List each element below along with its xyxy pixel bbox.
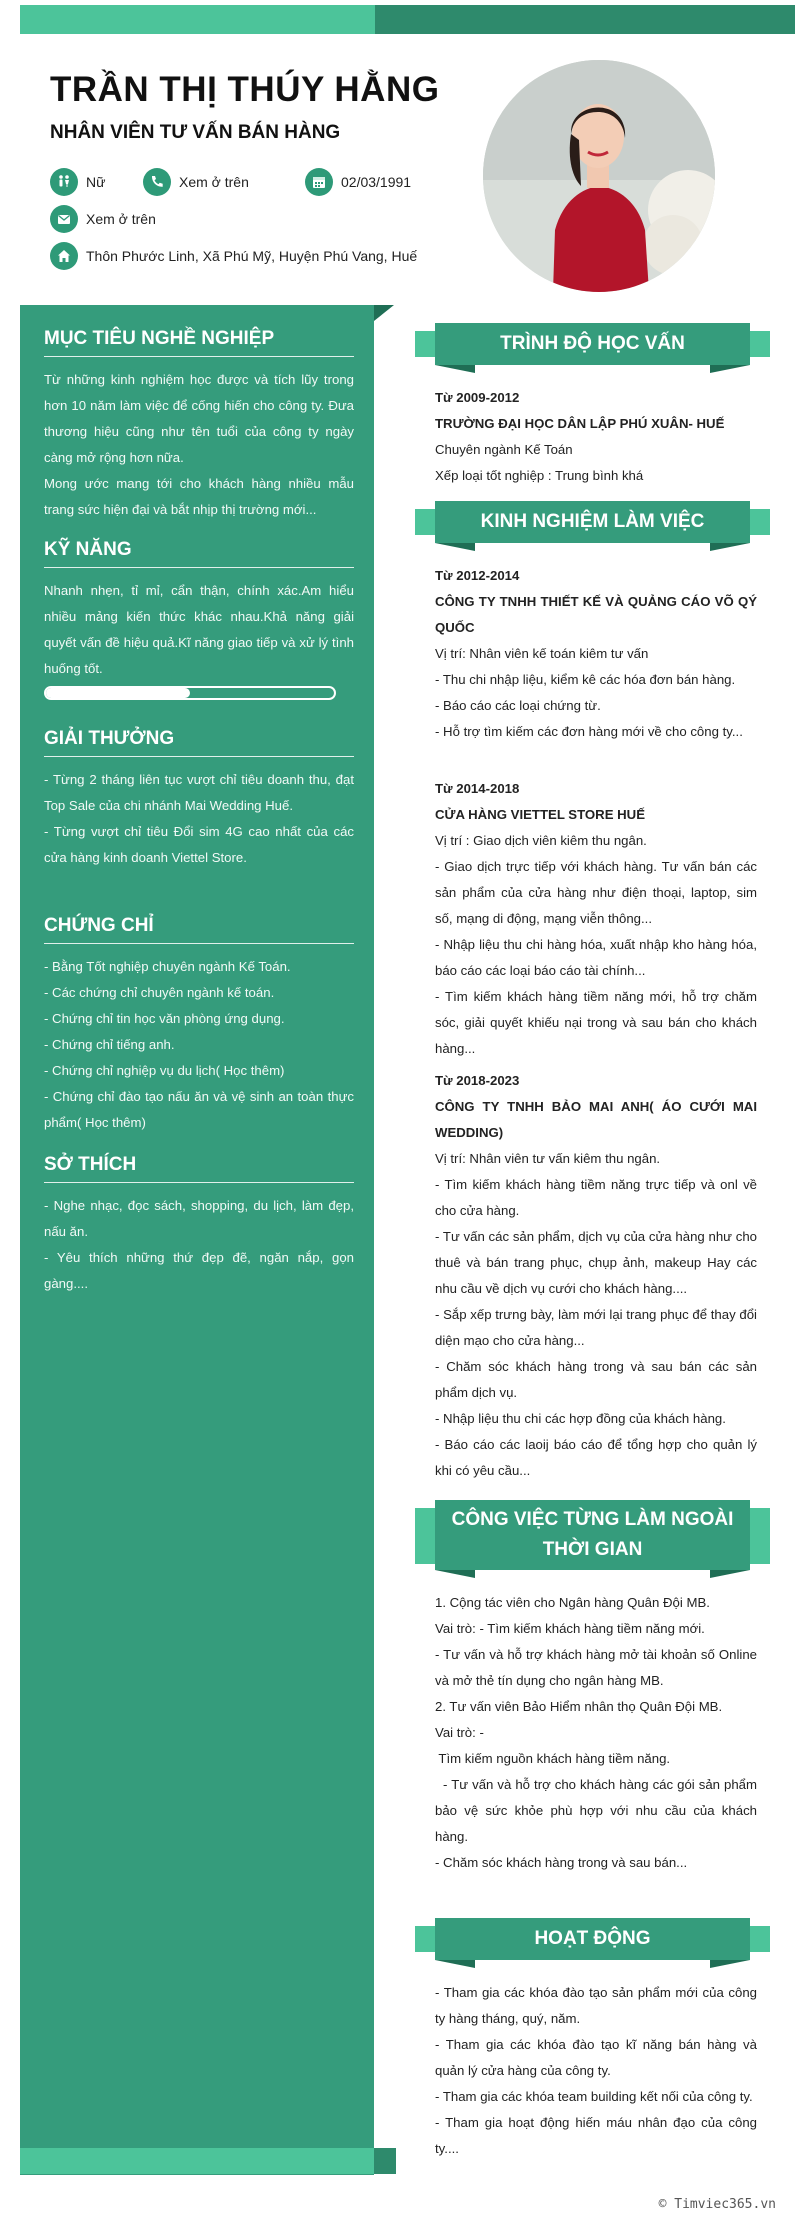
skill-level-fill [46,688,190,698]
banner-fold-left [435,365,475,373]
calendar-icon [305,168,333,196]
parttime-line: Tìm kiếm nguồn khách hàng tiềm năng. [435,1751,671,1766]
job-company: CÔNG TY TNHH BẢO MAI ANH( ÁO CƯỚI MAI WEDDING) [435,1099,757,1140]
job-line: - Tìm kiếm khách hàng tiềm năng mới, hỗ trợ chăm sóc, giải quyết khiếu nại trong và sau bán cho khách hàng... [435,989,757,1056]
activity-line: - Tham gia các khóa đào tạo kĩ năng bán hàng và quản lý cửa hàng của công ty. [435,2037,757,2078]
parttime-line: - Chăm sóc khách hàng trong và sau bán... [435,1855,688,1870]
parttime-entry [435,1590,761,1876]
hobby-line: - Yêu thích những thứ đẹp đẽ, ngăn nắp, gọn gàng.... [44,1250,354,1291]
parttime-heading-line1: CÔNG VIỆC TỪNG LÀM NGOÀI [451,1509,734,1530]
certificate-line: - Bằng Tốt nghiệp chuyên ngành Kế Toán. [44,959,291,974]
section-objective [44,328,354,523]
education-entry [435,385,757,489]
job-line: - Hỗ trợ tìm kiếm các đơn hàng mới về cho công ty... [435,724,743,739]
education-major: Chuyên ngành Kế Toán [435,442,573,457]
banner-fold-left [435,1960,475,1968]
banner-ribbon-right [750,1926,770,1952]
awards-text [44,767,354,871]
top-decor-light [20,5,375,34]
skills-line: Nhanh nhẹn, tỉ mỉ, cẩn thận, chính xác.Am hiểu nhiều mảng kiến thức khác nhau.Khả năng giải quyết vấn đề hiệu quả.Kĩ năng giao tiếp và xử lý tình huống tốt. [44,583,354,676]
sidebar-fold-decor [374,305,394,321]
job-line: - Sắp xếp trưng bày, làm mới lại trang phục để thay đổi diện mạo cho cửa hàng... [435,1307,757,1348]
info-email [50,205,156,233]
profile-photo-illustration [483,60,715,292]
job-line: - Nhập liệu thu chi các hợp đồng của khách hàng. [435,1411,726,1426]
job-line: - Báo cáo các laoij báo cáo để tổng hợp cho quản lý khi có yêu cầu... [435,1437,757,1478]
experience-banner [415,501,770,551]
info-gender [50,168,105,196]
activity-line: - Tham gia các khóa team building kết nối của công ty. [435,2089,753,2104]
awards-line: - Từng vượt chỉ tiêu Đổi sim 4G cao nhất của các cửa hàng kinh doanh Viettel Store. [44,824,354,865]
hobbies-heading: SỞ THÍCH [44,1154,354,1183]
certificate-line: - Chứng chỉ tiếng anh. [44,1037,175,1052]
job-line: - Nhập liệu thu chi hàng hóa, xuất nhập kho hàng hóa, báo cáo các loại báo cáo tài chính... [435,937,757,978]
section-awards [44,728,354,871]
job-line: - Tư vấn các sản phẩm, dịch vụ của cửa hàng như cho thuê và bán trang phục, chụp ảnh, makeup Hay các nhu cầu về dịch vụ cưới cho khách hàng.... [435,1229,757,1296]
education-period: Từ 2009-2012 [435,390,520,405]
candidate-name: TRẦN THỊ THÚY HẰNG [50,70,440,109]
email-icon [50,205,78,233]
banner-ribbon-right [750,331,770,357]
education-heading: TRÌNH ĐỘ HỌC VẤN [500,333,685,354]
banner-main [435,323,750,365]
profile-photo [483,60,715,292]
phone-value: Xem ở trên [179,174,249,190]
awards-line: - Từng 2 tháng liên tục vượt chỉ tiêu doanh thu, đạt Top Sale của chi nhánh Mai Wedding Huế. [44,772,354,813]
job-period: Từ 2018-2023 [435,1073,520,1088]
section-skills [44,539,354,682]
experience-heading: KINH NGHIỆM LÀM VIỆC [480,511,705,532]
job-period: Từ 2012-2014 [435,568,520,583]
banner-ribbon-left [415,509,435,535]
banner-main [435,1918,750,1960]
parttime-banner [415,1500,770,1578]
parttime-line: 1. Cộng tác viên cho Ngân hàng Quân Đội MB. [435,1595,710,1610]
gender-icon [50,168,78,196]
parttime-line: - Tư vấn và hỗ trợ cho khách hàng các gói sản phẩm bảo vệ sức khỏe phù hợp với nhu cầu của khách hàng. [435,1777,761,1844]
education-school: TRƯỜNG ĐẠI HỌC DÂN LẬP PHÚ XUÂN- HUẾ [435,416,725,431]
certificates-heading: CHỨNG CHỈ [44,915,354,944]
phone-icon [143,168,171,196]
certificate-line: - Các chứng chỉ chuyên ngành kế toán. [44,985,275,1000]
gender-value: Nữ [86,174,106,190]
watermark: © Timviec365.vn [658,2197,776,2212]
sidebar-bottom-decor [20,2148,396,2174]
job-line: Vị trí : Giao dịch viên kiêm thu ngân. [435,833,647,848]
banner-main [435,1500,750,1570]
banner-ribbon-right [750,509,770,535]
top-decor-dark [375,5,795,34]
awards-heading: GIẢI THƯỞNG [44,728,354,757]
skill-level-bar [44,686,336,700]
job-line: - Báo cáo các loại chứng từ. [435,698,601,713]
home-icon [50,242,78,270]
banner-fold-left [435,543,475,551]
experience-job-1 [435,563,757,745]
certificate-line: - Chứng chỉ đào tạo nấu ăn và vệ sinh an toàn thực phẩm( Học thêm) [44,1089,354,1130]
job-company: CÔNG TY TNHH THIẾT KẾ VÀ QUẢNG CÁO VÕ QÝ QUỐC [435,594,757,635]
job-line: Vị trí: Nhân viên kế toán kiêm tư vấn [435,646,649,661]
job-company: CỬA HÀNG VIETTEL STORE HUẾ [435,807,645,822]
parttime-line: Vai trò: - Tìm kiếm khách hàng tiềm năng mới. [435,1621,705,1636]
parttime-line: 2. Tư vấn viên Bảo Hiểm nhân thọ Quân Đội MB. [435,1699,723,1714]
banner-fold-right [710,365,750,373]
experience-job-3 [435,1068,757,1484]
objective-text [44,367,354,523]
banner-ribbon-left [415,1926,435,1952]
activities-heading: HOẠT ĐỘNG [534,1928,651,1949]
skills-text [44,578,354,682]
section-certificates [44,915,354,1136]
info-address [50,242,417,270]
parttime-heading-line2: THỜI GIAN [542,1539,643,1560]
skills-heading: KỸ NĂNG [44,539,354,568]
banner-ribbon-left [415,1508,435,1564]
banner-fold-right [710,1570,750,1578]
certificate-line: - Chứng chỉ tin học văn phòng ứng dụng. [44,1011,285,1026]
hobby-line: - Nghe nhạc, đọc sách, shopping, du lịch, làm đẹp, nấu ăn. [44,1198,354,1239]
education-grade: Xếp loại tốt nghiệp : Trung bình khá [435,468,644,483]
candidate-job-title: NHÂN VIÊN TƯ VẤN BÁN HÀNG [50,122,341,143]
address-value: Thôn Phước Linh, Xã Phú Mỹ, Huyện Phú Vang, Huế [86,248,418,264]
parttime-line: Vai trò: - [435,1725,484,1740]
banner-ribbon-right [750,1508,770,1564]
sidebar-bottom-decor-dark [374,2148,396,2174]
activity-line: - Tham gia hoạt động hiến máu nhân đạo của công ty.... [435,2115,757,2156]
banner-ribbon-left [415,331,435,357]
job-line: - Thu chi nhập liệu, kiểm kê các hóa đơn bán hàng. [435,672,736,687]
banner-fold-left [435,1570,475,1578]
certificate-line: - Chứng chỉ nghiệp vụ du lịch( Học thêm) [44,1063,285,1078]
job-line: Vị trí: Nhân viên tư vấn kiêm thu ngân. [435,1151,661,1166]
banner-main [435,501,750,543]
email-value: Xem ở trên [86,211,156,227]
activities-entry [435,1980,757,2162]
objective-line: Mong ước mang tới cho khách hàng nhiều mẫu trang sức hiện đại và bắt nhịp thị trường mới... [44,476,354,517]
job-line: - Chăm sóc khách hàng trong và sau bán các sản phẩm dịch vụ. [435,1359,757,1400]
parttime-line: - Tư vấn và hỗ trợ khách hàng mở tài khoản số Online và mở thẻ tín dụng cho ngân hàng MB. [435,1647,757,1688]
education-banner [415,323,770,373]
info-birthday [305,168,411,196]
birthday-value: 02/03/1991 [341,174,412,190]
job-line: - Giao dịch trực tiếp với khách hàng. Tư vấn bán các sản phẩm của cửa hàng như điện thoại, laptop, sim số, mạng di động, mạng viễn thông... [435,859,757,926]
banner-fold-right [710,543,750,551]
job-line: - Tìm kiếm khách hàng tiềm năng trực tiếp và onl về cho cửa hàng. [435,1177,757,1218]
objective-heading: MỤC TIÊU NGHỀ NGHIỆP [44,328,354,357]
activities-banner [415,1918,770,1968]
section-hobbies [44,1154,354,1297]
activity-line: - Tham gia các khóa đào tạo sản phẩm mới của công ty hàng tháng, quý, năm. [435,1985,757,2026]
job-period: Từ 2014-2018 [435,781,520,796]
certificates-text [44,954,354,1136]
top-decor-bar [20,5,795,34]
banner-fold-right [710,1960,750,1968]
info-phone [143,168,249,196]
objective-line: Từ những kinh nghiệm học được và tích lũy trong hơn 10 năm làm việc để cống hiến cho công ty. Đưa thương hiệu cũng như tên tuổi của công ty ngày càng mở rộng hơn nữa. [44,372,354,465]
hobbies-text [44,1193,354,1297]
experience-job-2 [435,776,757,1062]
